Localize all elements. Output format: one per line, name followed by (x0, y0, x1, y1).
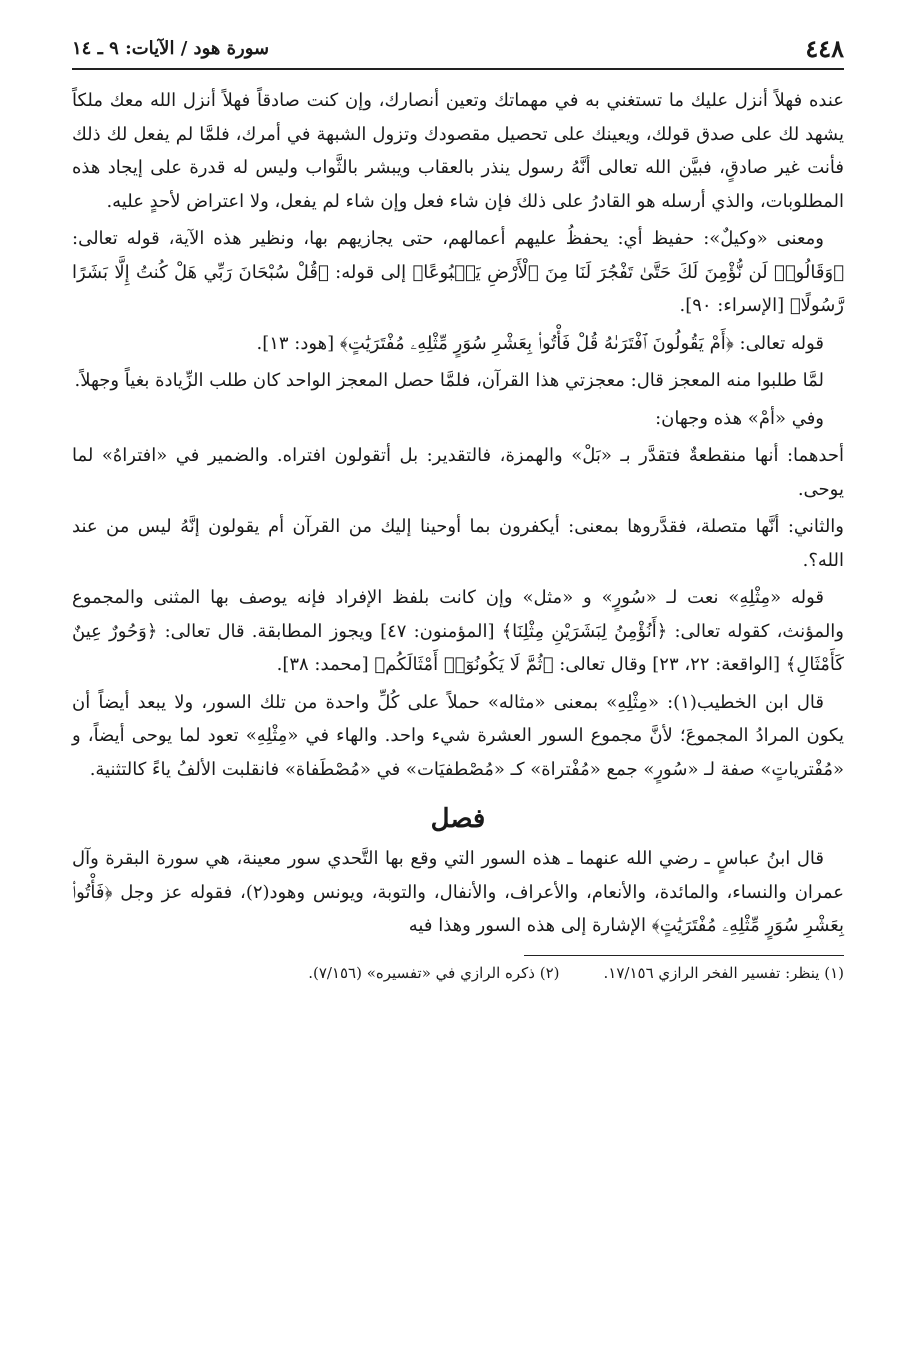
paragraph: ومعنى «وكيلٌ»: حفيظ أي: يحفظُ عليهم أعمالهم، حتى يجازيهم بها، ونظير هذه الآية، قوله تعالى: ﴿وَقَالُوا۟ لَن نُّؤْمِنَ لَكَ حَتَّىٰ تَفْجُرَ لَنَا مِنَ ٱلْأَرْضِ يَنۢبُوعًا﴾ إلى قوله: ﴿قُلْ سُبْحَانَ رَبِّي هَلْ كُنتُ إِلَّا بَشَرًا رَّسُولًا﴾ [الإسراء: ٩٠]. (72, 228, 844, 316)
footnote-1: (١) ينظر: تفسير الفخر الرازي ١٧/١٥٦. (603, 963, 844, 982)
paragraph: قوله «مِثْلِهِ» نعت لـ «سُورٍ» و «مثل» وإن كانت بلفظ الإفراد فإنه يوصف بها المثنى والمجموع والمؤنث، كقوله تعالى: ﴿أَنُؤْمِنُ لِبَشَرَيْنِ مِثْلِنَا﴾ [المؤمنون: ٤٧] ويجوز المطابقة. قال تعالى: ﴿وَحُورٌ عِينٌ كَأَمْثَالِ﴾ [الواقعة: ٢٢، ٢٣] وقال تعالى: ﴿ثُمَّ لَا يَكُونُوٓا۟ أَمْثَالَكُم﴾ [محمد: ٣٨]. (72, 587, 844, 675)
running-title: سورة هود / الآيات: ٩ ـ ١٤ (72, 37, 270, 59)
page-body (72, 84, 844, 986)
paragraph: قال ابنُ عباسٍ ـ رضي الله عنهما ـ هذه السور التي وقع بها التَّحدي سور معينة، هي سورة البقرة وآل عمران والنساء، والمائدة، والأنعام، والأعراف، والأنفال، والتوبة، ويونس وهود(٢)، فقوله عز وجل ﴿فَأْتُوا۟ بِعَشْرِ سُوَرٍ مِّثْلِهِۦ مُفْتَرَيَٰتٍ﴾ الإشارة إلى هذه السور وهذا فيه (72, 848, 844, 936)
paragraph: والثاني: أنَّها متصلة، فقدَّروها بمعنى: أيكفرون بما أوحينا إليك من القرآن أم يقولون إنَّهُ ليس من عند الله؟. (72, 516, 844, 571)
footnote-2: (٢) ذكره الرازي في «تفسيره» (٧/١٥٦). (308, 963, 560, 982)
paragraph: وفي «أمْ» هذه وجهان: (655, 407, 824, 429)
paragraph: قوله تعالى: ﴿أَمْ يَقُولُونَ ٱفْتَرَىٰهُ قُلْ فَأْتُوا۟ بِعَشْرِ سُوَرٍ مِّثْلِهِۦ مُفْتَرَيَٰتٍ﴾ [هود: ١٣]. (256, 332, 824, 354)
page-number: ٤٤٨ (805, 33, 844, 63)
section-title: فصل (430, 804, 486, 834)
footnote-divider (524, 955, 844, 956)
footnotes (72, 960, 844, 986)
running-header (72, 28, 844, 70)
paragraph: لمَّا طلبوا منه المعجز قال: معجزتي هذا القرآن، فلمَّا حصل المعجز الواحد كان طلب الزِّيادة بغياً وجهلاً. (74, 370, 824, 391)
paragraph: عنده فهلاً أنزل عليك ما تستغني به في مهماتك وتعين أنصارك، وإن كنت صادقاً فهلاً أنزل الله معك ملكاً يشهد لك على صدق قولك، ويعينك على تحصيل مقصودك وتزول الشبهة في أمرك، فلمَّا لم يفعل لك ذلك فأنت غير صادقٍ، فبيَّن الله تعالى أنَّهُ رسول ينذر بالعقاب ويبشر بالثَّواب وليس له قدرة على إيجاد هذه المطلوبات، والذي أرسله هو القادرُ على ذلك فإن شاء فعل وإن شاء لم يفعل، ولا اعتراض لأحدٍ عليه. (72, 90, 844, 212)
paragraph: أحدهما: أنها منقطعةٌ فتقدَّر بـ «بَلْ» والهمزة، فالتقدير: بل أتقولون افتراه. والضمير في «افتراهُ» لما يوحى. (72, 445, 844, 500)
document-page (72, 28, 844, 986)
paragraph: قال ابن الخطيب(١): «مِثْلِهِ» بمعنى «مثاله» حملاً على كُلِّ واحدة من تلك السور، ولا يبعد أيضاً أن يكون المرادُ المجموعَ؛ لأنَّ مجموع السور العشرة شيء واحد. والهاء في «مِثْلِهِ» تعود لما يوحى أيضاً، و «مُفْترياتٍ» صفة لـ «سُورٍ» جمع «مُفْتراة» كـ «مُصْطفيَات» في «مُصْطَفاة» فانقلبت الألفُ ياءً كالتثنية. (72, 691, 844, 780)
